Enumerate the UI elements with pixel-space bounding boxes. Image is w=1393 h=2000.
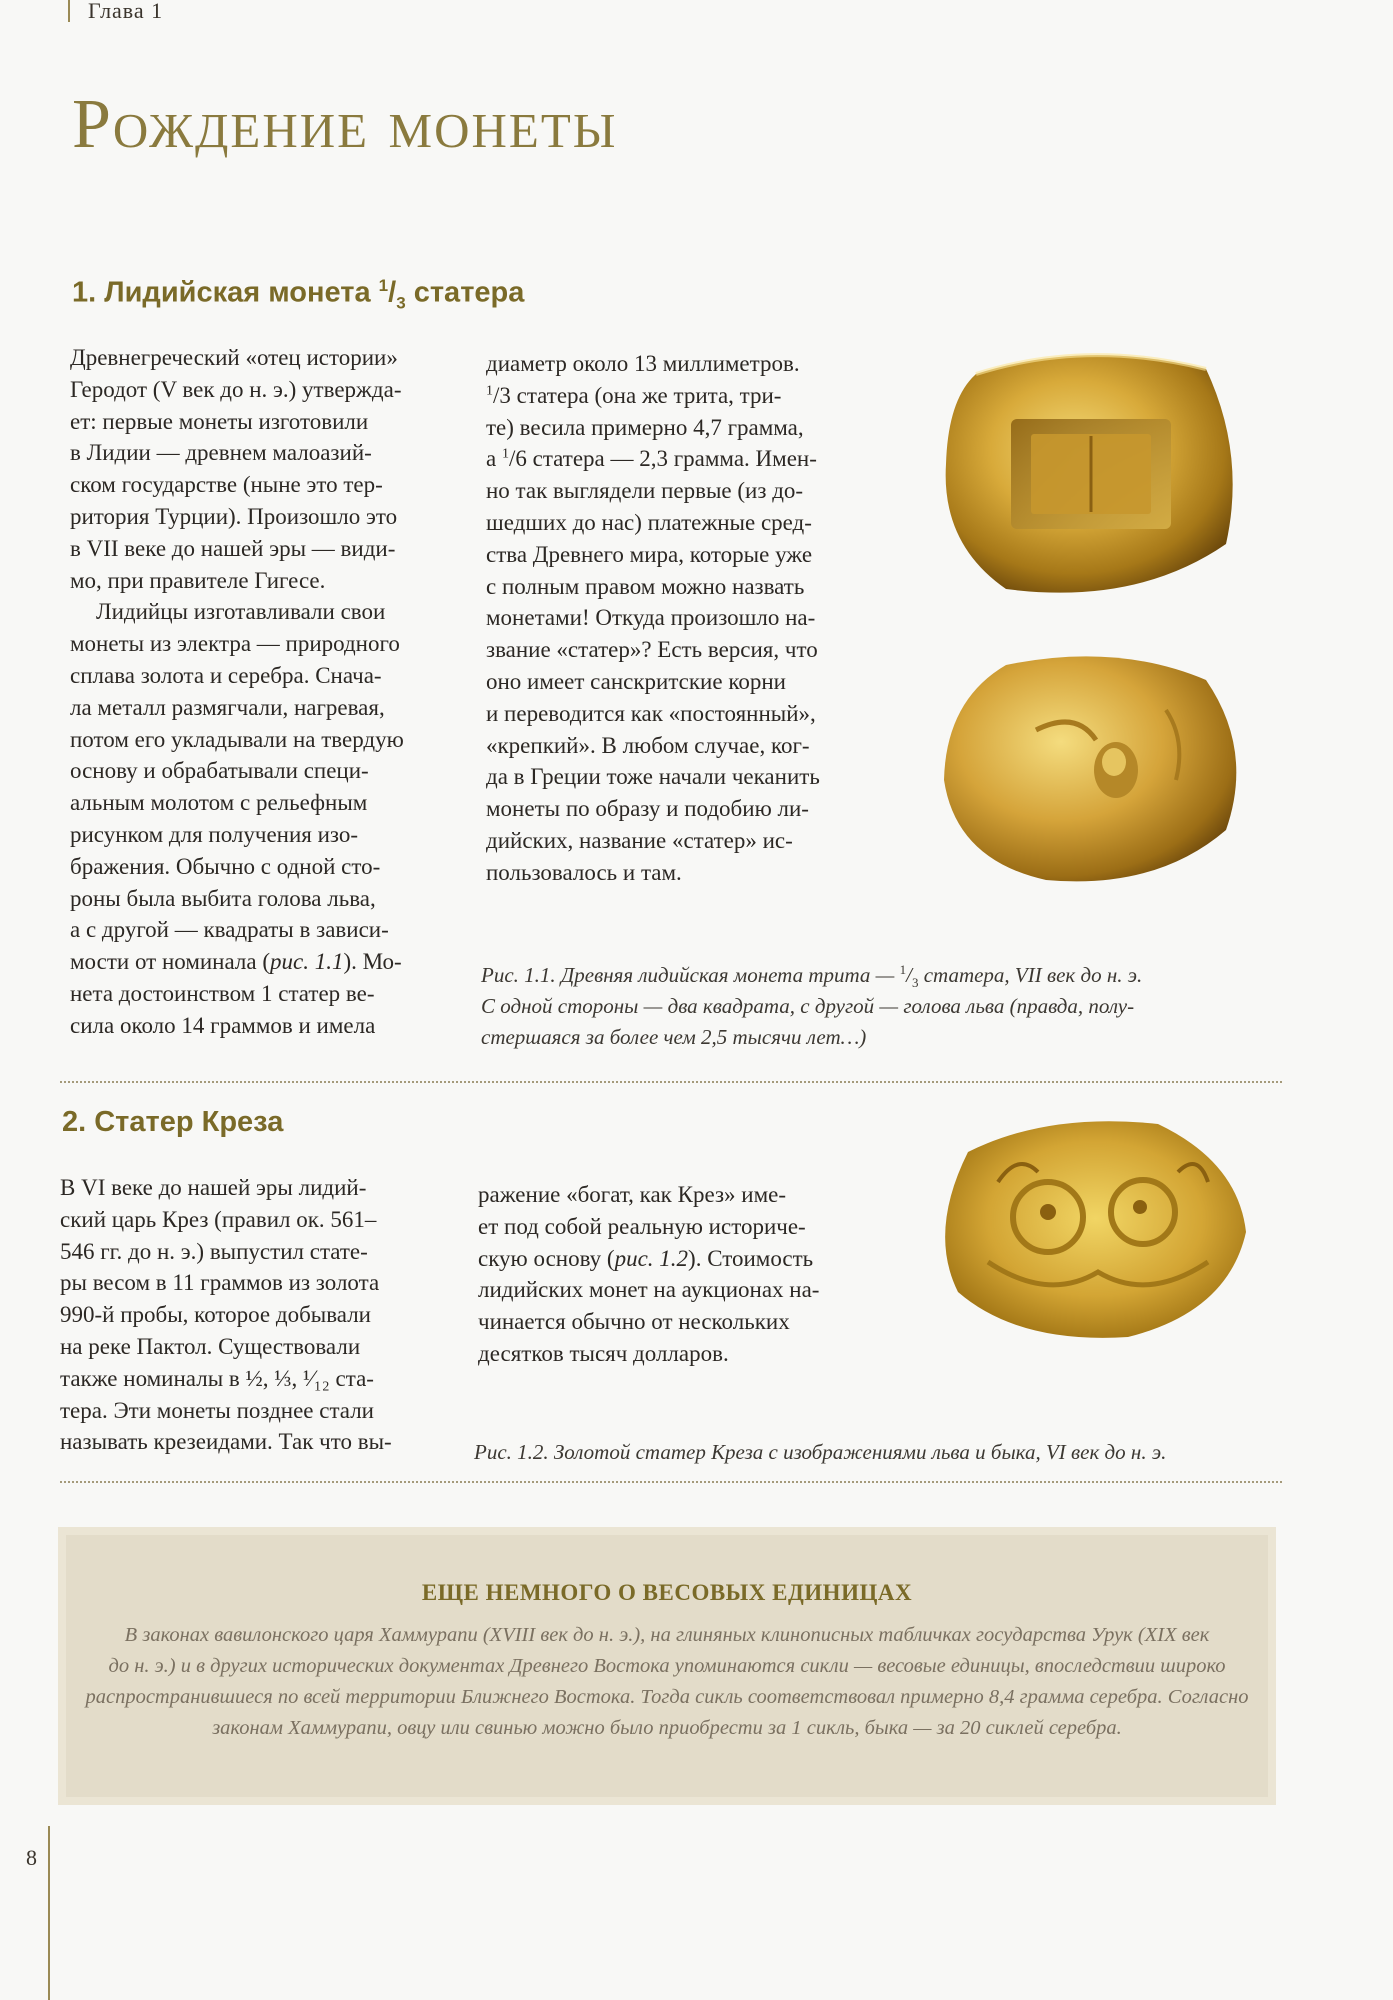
sidebar-line: до н. э.) и в других исторических документах Древнего Востока упоминаются сикли — весовые единицы, впоследствии широко bbox=[108, 1655, 1226, 1677]
coin-croesus-stater-image bbox=[928, 1112, 1248, 1342]
caption-line: стершаяся за более чем 2,5 тысячи лет…) bbox=[481, 1025, 867, 1049]
text-line: монеты по образу и подобию ли- bbox=[486, 796, 809, 822]
sidebar-line: В законах вавилонского царя Хаммурапи (XVIII век до н. э.), на глиняных клинописных табличках государства Урук (XIX век bbox=[124, 1624, 1210, 1646]
page-number: 8 bbox=[26, 1845, 37, 1870]
text-line: ла металл размягчали, нагревая, bbox=[70, 694, 385, 720]
header-rule bbox=[68, 0, 70, 22]
section-1-heading-frac-den: 3 bbox=[396, 293, 406, 313]
text-line: а bbox=[486, 446, 502, 472]
sidebar-line: распространившиеся по всей территории Ближнего Востока. Тогда сикль соответствовал примерно 8,4 грамма серебра. Согласно bbox=[85, 1686, 1249, 1708]
text-line: Геродот (V век до н. э.) утвержда- bbox=[70, 376, 402, 402]
footer-rule bbox=[48, 1826, 50, 2000]
section-1-heading-frac-num: 1 bbox=[378, 276, 389, 295]
text-line: бражения. Обычно с одной сто- bbox=[70, 853, 381, 879]
text-line: но так выглядели первые (из до- bbox=[486, 478, 804, 504]
text-line: ражение «богат, как Крез» име- bbox=[478, 1182, 787, 1207]
text-line: ства Древнего мира, которые уже bbox=[486, 541, 813, 567]
caption-line: статера, VII век до н. э. bbox=[918, 963, 1143, 987]
fraction-numerator: 1 bbox=[486, 383, 493, 399]
text-line: а с другой — квадраты в зависи- bbox=[70, 917, 389, 943]
text-line: ет: первые монеты изготовили bbox=[70, 408, 369, 434]
text-line: потом его укладывали на твердую bbox=[70, 726, 404, 752]
text-line: чинается обычно от нескольких bbox=[478, 1309, 790, 1335]
paragraph bbox=[70, 342, 460, 596]
section-divider bbox=[60, 1081, 1282, 1083]
caption-line: Рис. 1.1. Древняя лидийская монета трита — bbox=[481, 963, 900, 987]
text-line: В VI веке до нашей эры лидий- bbox=[60, 1175, 367, 1200]
fraction-numerator: 1 bbox=[899, 962, 907, 977]
text-line: называть крезеидами. Так что вы- bbox=[60, 1429, 392, 1455]
text-line: ет под собой реальную историче- bbox=[478, 1213, 806, 1239]
page-title: Рождение монеты bbox=[72, 86, 618, 163]
text-line: ры весом в 11 граммов из золота bbox=[60, 1270, 380, 1296]
text-line: в VII веке до нашей эры — види- bbox=[70, 535, 396, 561]
text-line: 546 гг. до н. э.) выпустил стате- bbox=[60, 1238, 368, 1264]
text-line: лидийских монет на аукционах на- bbox=[478, 1277, 820, 1303]
text-line: в Лидии — древнем малоазий- bbox=[70, 440, 372, 466]
text-line: звание «статер»? Есть версия, что bbox=[486, 637, 818, 663]
text-line: скую основу ( bbox=[478, 1245, 615, 1271]
text-line: мо, при правителе Гигесе. bbox=[70, 567, 326, 593]
paragraph bbox=[70, 596, 460, 1041]
caption-line: С одной стороны — два квадрата, с другой — голова льва (правда, полу- bbox=[481, 994, 1135, 1018]
text-line: роны была выбита голова льва, bbox=[70, 885, 376, 911]
text-line: сила около 14 граммов и имела bbox=[70, 1012, 376, 1038]
text-line: монеты из электра — природного bbox=[70, 631, 400, 657]
section-1-heading-prefix: 1. Лидийская монета bbox=[72, 276, 379, 309]
text-line: диаметр около 13 миллиметров. bbox=[486, 351, 800, 376]
section-2-column-1 bbox=[60, 1172, 460, 1458]
text-line: десятков тысяч долларов. bbox=[478, 1340, 729, 1366]
text-line: 990-й пробы, которое добывали bbox=[60, 1302, 371, 1328]
text-line: на реке Пактол. Существовали bbox=[60, 1333, 361, 1359]
figure-1-2-caption: Рис. 1.2. Золотой статер Креза с изображениями льва и быка, VI век до н. э. bbox=[474, 1440, 1167, 1464]
sidebar-title: ЕЩЕ НЕМНОГО О ВЕСОВЫХ ЕДИНИЦАХ bbox=[421, 1580, 913, 1605]
text-line: тера. Эти монеты позднее стали bbox=[60, 1397, 374, 1423]
text-line: /6 статера — 2,3 грамма. Имен- bbox=[508, 446, 817, 472]
text-line: мости от номинала ( bbox=[70, 949, 270, 975]
text-line: «крепкий». В любом случае, ког- bbox=[486, 732, 810, 758]
text-line: ский царь Крез (правил ок. 561– bbox=[60, 1206, 377, 1232]
section-1-heading: 1. Лидийская монета $^1/_3$ статера bbox=[72, 276, 525, 313]
fraction-numerator: 1 bbox=[501, 446, 509, 462]
figure-reference: рис. 1.2 bbox=[614, 1245, 689, 1271]
section-divider bbox=[60, 1481, 1282, 1483]
text-line: ритория Турции). Произошло это bbox=[70, 503, 398, 529]
text-line: оно имеет санскритские корни bbox=[486, 668, 786, 694]
text-line: с полным правом можно назвать bbox=[486, 573, 805, 599]
text-line: и переводится как «постоянный», bbox=[486, 700, 816, 726]
text-line: монетами! Откуда произошло на- bbox=[486, 605, 816, 631]
text-line: альным молотом с рельефным bbox=[70, 790, 368, 816]
text-line: также номиналы в ½, ⅓, ¹⁄₁₂ ста- bbox=[60, 1365, 374, 1391]
text-line: /3 статера (она же трита, три- bbox=[493, 382, 782, 408]
text-line: Лидийцы изготавливали свои bbox=[96, 599, 386, 625]
text-line: ском государстве (ныне это тер- bbox=[70, 472, 383, 498]
text-line: пользовалось и там. bbox=[486, 859, 682, 885]
text-line: Древнегреческий «отец истории» bbox=[70, 345, 398, 370]
text-line: да в Греции тоже начали чеканить bbox=[486, 764, 820, 790]
chapter-label: Глава 1 bbox=[88, 0, 164, 23]
text-line: те) весила примерно 4,7 грамма, bbox=[486, 414, 804, 440]
section-1-column-1 bbox=[70, 342, 460, 1042]
section-2-heading: 2. Статер Креза bbox=[62, 1106, 284, 1138]
text-line: дийских, название «статер» ис- bbox=[486, 827, 793, 853]
text-line: рисунком для получения изо- bbox=[70, 821, 359, 847]
text-line: ). Мо- bbox=[343, 949, 402, 975]
fraction-denominator: 3 bbox=[911, 975, 919, 991]
text-line: ). Стоимость bbox=[688, 1245, 814, 1271]
sidebar-text bbox=[80, 1620, 1254, 1744]
text-line: нета достоинством 1 статер ве- bbox=[70, 980, 375, 1006]
figure-1-1-caption: Рис. 1.1. Древняя лидийская монета трита — $^1/_3$ статера, VII век до н. э. С одной стороны — два квадрата, с другой — голова льва (правда, полу- стершаяся за более чем 2,5 тысячи лет…) bbox=[481, 962, 1143, 1049]
section-1-heading-suffix: статера bbox=[405, 276, 525, 309]
section-2-column-2 bbox=[478, 1179, 878, 1370]
figure-reference: рис. 1.1 bbox=[270, 949, 344, 975]
coin-trite-lion-image bbox=[936, 650, 1246, 890]
text-line: шедших до нас) платежные сред- bbox=[486, 509, 812, 535]
section-1-column-2 bbox=[486, 348, 886, 889]
text-line: основу и обрабатывали специ- bbox=[70, 758, 369, 784]
sidebar-line: законам Хаммурапи, овцу или свинью можно было приобрести за 1 сикль, быка — за 20 сиклей серебра. bbox=[212, 1717, 1122, 1739]
text-line: сплава золота и серебра. Снача- bbox=[70, 662, 382, 688]
coin-trite-squares-image bbox=[936, 344, 1241, 604]
